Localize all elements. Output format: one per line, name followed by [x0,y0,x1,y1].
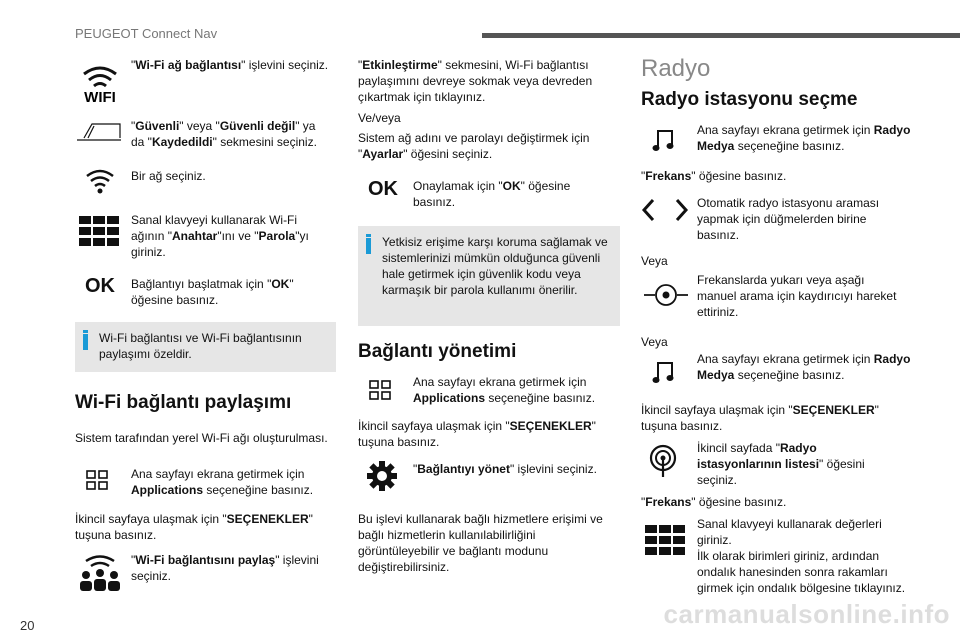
station-list-step [697,440,887,488]
bold-term: Frekans [645,495,692,509]
text-segment: " işlevini seçiniz. [509,462,597,476]
text-segment: " ya da " [131,119,316,149]
tab-icon [76,120,122,142]
text-segment: Otomatik radyo istasyonu araması yapmak için düğmelerden birine basınız. [697,196,880,242]
activate-step [358,57,623,105]
keyboard-step [697,516,907,596]
wifi-network-step [131,57,331,73]
tab-step [131,118,331,150]
info-text: Yetkisiz erişime karşı koruma sağlamak ve sistemlerinizi mümkün olduğunca güvenli hale getirmek için güvenlik kodu veya karmaşık bir parola kullanımı önerilir. [382,235,608,297]
text-segment: " [641,169,646,183]
keypad-icon [645,525,685,555]
chapter-title: Radyo [641,55,711,82]
header-title: PEUGEOT Connect Nav [75,26,218,41]
bold-term: Kaydedildi [151,135,213,149]
options-step [641,402,911,434]
bold-term: Güvenli değil [219,119,296,133]
text-segment: " [413,462,418,476]
section-heading: Wi-Fi bağlantı paylaşımı [75,392,292,413]
text-segment: İkincil sayfada " [697,441,780,455]
bold-term: SEÇENEKLER [226,512,309,526]
bold-term: Radyo Medya [697,123,911,153]
text-segment: "ını ve " [217,229,259,243]
wifi-label: WIFI [84,89,116,104]
network-step [131,168,331,184]
text-segment: " tuşuna basınız. [358,419,596,449]
manage-step [413,461,623,477]
text-segment: " tuşuna basınız. [75,512,313,542]
text-segment: " öğesine basınız. [691,169,787,183]
text-segment: " öğesini seçiniz. [697,457,865,487]
seek-arrows-icon [641,198,691,222]
info-icon [366,238,371,254]
applications-step [131,466,341,498]
applications-grid-icon [369,380,393,400]
text-segment: " [131,119,136,133]
text-segment: " tuşuna basınız. [641,403,879,433]
info-text: Wi-Fi bağlantısı ve Wi-Fi bağlantısının paylaşımı özeldir. [99,331,302,361]
wifi-signal-icon [85,168,115,194]
bold-term: OK [271,277,290,291]
text-segment: " öğesini seçiniz. [403,147,493,161]
keypad-icon [79,216,119,246]
radio-media-step [697,122,917,154]
info-icon [83,334,88,350]
header-bar [482,33,960,38]
bold-term: OK [502,179,521,193]
ok-step [131,276,331,308]
page-number: 20 [20,618,35,633]
bold-term: Radyo Medya [697,352,911,382]
bold-term: Güvenli [135,119,180,133]
applications-grid-icon [86,470,110,490]
text-segment: " öğesine basınız. [691,495,787,509]
text-segment: " veya " [179,119,220,133]
paragraph: Sistem tarafından yerel Wi-Fi ağı oluşturulması. [75,431,328,445]
text-segment: " öğesine basınız. [413,179,571,209]
text-segment: Ana sayfayı ekrana getirmek için [413,375,587,389]
bold-term: Radyo istasyonlarının listesi [697,441,820,471]
text-segment: Onaylamak için " [413,179,503,193]
text-segment: " öğesine basınız. [131,277,294,307]
info-box [75,322,336,372]
or-text: Veya [641,254,668,268]
text-segment: Ana sayfayı ekrana getirmek için [131,467,305,481]
settings-step [358,130,623,162]
text-segment: seçeneğine basınız. [734,368,845,382]
wifi-icon [78,62,122,104]
text-segment: Sanal klavyeyi kullanarak değerleri giriniz. [697,517,882,547]
frequency-step [641,494,911,510]
text-segment: İkincil sayfaya ulaşmak için " [358,419,510,433]
info-box [358,226,620,326]
bold-term: Bağlantıyı yönet [417,462,510,476]
text-segment: seçeneğine basınız. [203,483,314,497]
music-note-icon [652,360,676,384]
text-segment: seçeneğine basınız. [734,139,845,153]
ok-icon: OK [368,178,398,200]
bold-term: Frekans [645,169,692,183]
text-segment: " işlevini seçiniz. [241,58,329,72]
text-segment: Ana sayfayı ekrana getirmek için [697,352,874,366]
text-segment: Bir ağ seçiniz. [131,169,206,183]
slider-step [697,272,907,320]
bold-term: Wi-Fi bağlantısını paylaş [135,553,276,567]
frequency-step [641,168,911,184]
text-segment: seçeneğine basınız. [485,391,596,405]
text-segment: Frekanslarda yukarı veya aşağı manuel arama için kaydırıcıyı hareket ettiriniz. [697,273,897,319]
bold-term: Parola [258,229,296,243]
text-segment: " sekmesini, Wi-Fi bağlantısı paylaşımını devreye sokmak veya devreden çıkartmak için tıklayınız. [358,58,593,104]
ok-icon: OK [85,275,115,297]
slider-icon [643,284,689,306]
text-segment: " işlevini seçiniz. [131,553,319,583]
bold-term: Wi-Fi ağ bağlantısı [135,58,242,72]
and-or-text: Ve/veya [358,111,401,125]
text-segment: " [641,495,646,509]
ok-step [413,178,603,210]
bold-term: SEÇENEKLER [509,419,592,433]
text-segment: İkincil sayfaya ulaşmak için " [75,512,227,526]
music-note-icon [652,128,676,152]
section-heading: Radyo istasyonu seçme [641,89,858,110]
options-step [358,418,623,450]
paragraph: Bu işlevi kullanarak bağlı hizmetlere erişimi ve bağlı hizmetlerin kullanılabilirliğini görüntüleyebilir ve bağlantı modunu değiştirebilirsiniz. [358,512,603,574]
keyboard-step [131,212,331,260]
bold-term: Applications [131,483,204,497]
text-segment: "yı giriniz. [131,229,309,259]
bold-term: Applications [413,391,486,405]
share-step [131,552,341,584]
text-segment: " [131,58,136,72]
text-segment: İlk olarak birimleri giriniz, ardından ondalık hanesinden sonra rakamları girmek için ondalık bölgesine tıklayınız. [697,549,906,595]
bold-term: Anahtar [171,229,218,243]
text-segment: " sekmesini seçiniz. [212,135,317,149]
options-step [75,511,345,543]
antenna-icon [648,444,678,478]
watermark: carmanualsonline.info [663,599,950,629]
bold-term: Ayarlar [362,147,404,161]
or-text: Veya [641,335,668,349]
text-segment: " [131,553,136,567]
text-segment: " [358,58,363,72]
applications-step [413,374,623,406]
radio-media-step [697,351,917,383]
text-segment: Sanal klavyeyi kullanarak Wi-Fi ağının " [131,213,298,243]
text-segment: İkincil sayfaya ulaşmak için " [641,403,793,417]
section-heading: Bağlantı yönetimi [358,341,517,362]
auto-search-step [697,195,907,243]
text-segment: Sistem ağ adını ve parolayı değiştirmek için " [358,131,590,161]
gear-icon [366,460,398,492]
text-segment: Bağlantıyı başlatmak için " [131,277,272,291]
text-segment: Ana sayfayı ekrana getirmek için [697,123,874,137]
wifi-share-icon [79,553,121,593]
bold-term: Etkinleştirme [362,58,438,72]
bold-term: SEÇENEKLER [792,403,875,417]
